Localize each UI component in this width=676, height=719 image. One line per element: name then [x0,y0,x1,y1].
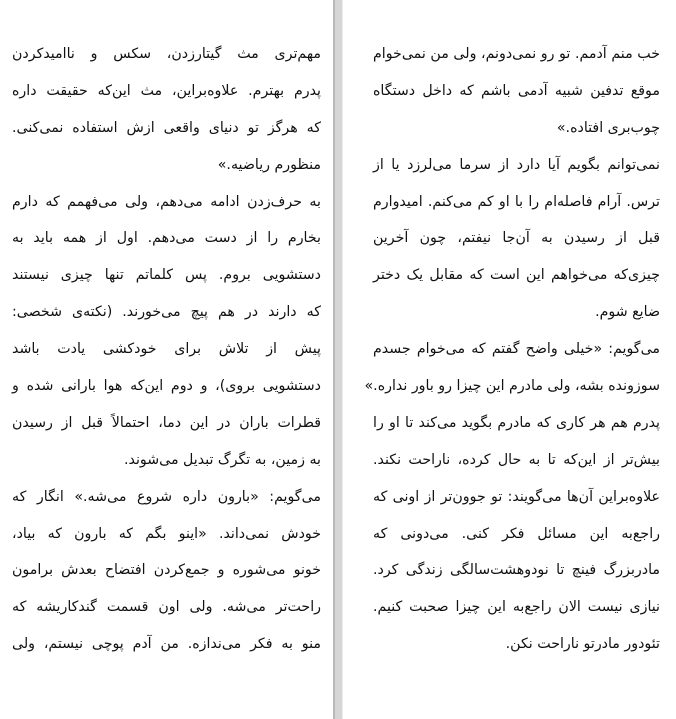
text-line: که هرگز تو دنیای واقعی ازش استفاده نمی‌کنی. [12,119,321,136]
text-line: خب منم آدمم. تو رو نمی‌دونم، ولی من نمی‌خوام [373,46,660,62]
left-page-text [12,36,321,663]
text-line: چوب‌بری افتاده.» [556,119,660,136]
text-line: دستشویی بروی)، و دوم این‌که هوا بارانی شده و [12,378,321,395]
text-line: بیش‌تر از این‌که تا به حال کرده، ناراحت نکند. [373,451,660,468]
text-line: مهم‌تری مث گیتارزدن، سکس و ناامیدکردن [12,46,321,62]
text-line: دستشویی بروم. پس کلماتم تنها چیزی نیستند [12,267,321,284]
text-line: راحت‌تر می‌شه. ولی اون قسمت گندکاریشه که [12,599,321,616]
text-line: قطرات باران در این دما، احتمالاً قبل از رسیدن [12,414,321,431]
right-page-text [364,36,660,663]
text-line: چیزی‌که می‌خواهم این است که مقابل یک دختر [373,267,660,284]
text-line: نمی‌توانم بگویم آیا دارد از سرما می‌لرزد یا از [373,156,660,173]
text-line: بخارم را از دست می‌دهم. اول از همه باید به [12,230,321,247]
text-line: که دارند در هم پیچ می‌خورند. (نکته‌ی شخصی: [12,304,321,321]
text-line: پدرم هم هر کاری که مادرم بگوید می‌کند تا او را [373,414,660,431]
text-line: به زمین، به تگرگ تبدیل می‌شوند. [124,451,321,468]
text-line: مادربزرگ فینچ تا نودوهشت‌سالگی زندگی کرد. [373,562,660,579]
text-line: راجع‌به این مسائل فکر کنی. می‌دونی که [373,525,660,542]
text-line: قبل از رسیدن به آن‌جا نیفتم، چون آخرین [373,230,660,247]
right-page [343,0,676,719]
text-line: می‌گویم: «بارون داره شروع می‌شه.» انگار که [12,488,321,505]
text-line: ضایع شوم. [595,304,660,321]
text-line: تئودور مادرتو ناراحت نکن. [505,636,660,653]
text-line: خودش نمی‌داند. «اینو بگم که بارون که بیاد، [12,525,321,542]
text-line: به حرف‌زدن ادامه می‌دهم، ولی می‌فهمم که دارم [12,193,321,210]
text-line: می‌گویم: «خیلی واضح گفتم که می‌خوام جسدم [373,341,660,358]
page-divider [333,0,343,719]
text-line: نیازی نیست الان راجع‌به این چیزا صحبت کنیم. [373,599,660,616]
text-line: خونو می‌شوره و جمع‌کردن افتضاح بعدش برامون [12,562,321,579]
text-line: سوزونده بشه، ولی مادرم این چیزا رو باور نداره.» [364,378,660,395]
text-line: موقع تدفین شبیه آدمی باشم که داخل دستگاه [373,82,660,99]
text-line: منظورم ریاضیه.» [217,156,321,173]
text-line: منو به فکر می‌ندازه. من آدم پوچی نیستم، ولی [12,636,321,653]
left-page [0,0,333,719]
text-line: پیش از تلاش برای خودکشی یادت باشد [12,341,321,358]
text-line: ترس. آرام فاصله‌ام را با او کم می‌کنم. امیدوارم [373,193,660,210]
text-line: پدرم بهترم. علاوه‌براین، مث این‌که حقیقت داره [12,82,321,99]
text-line: علاوه‌براین آن‌ها می‌گویند: تو جوون‌تر از اونی که [373,488,660,505]
